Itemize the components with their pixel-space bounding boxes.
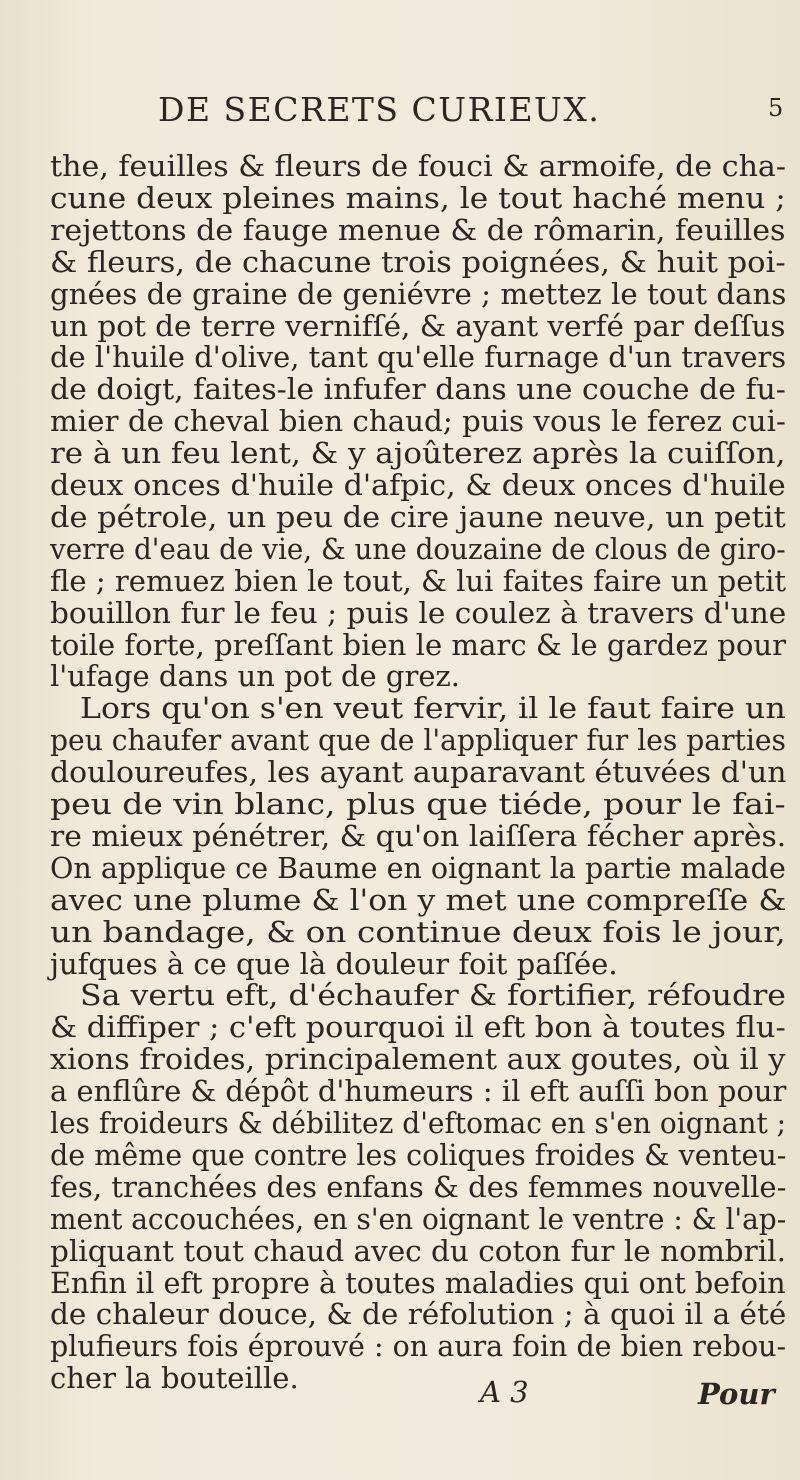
text-line: the, feuilles & fleurs de fouci & armoife, de cha-: [50, 149, 787, 183]
running-header: [140, 90, 800, 140]
text-line: deux onces d'huile d'afpic, & deux onces d'huile: [50, 468, 786, 502]
text-line: a enflûre & dépôt d'humeurs : il eft auſſi bon pour: [50, 1074, 787, 1109]
text-line: cher la bouteille.: [50, 1361, 299, 1396]
text-line: ment accouchées, en s'en oignant le ventre : & l'ap-: [50, 1201, 787, 1236]
text-line: fle ; remuez bien le tout, & lui faites faire un petit: [50, 563, 787, 598]
text-line: de chaleur douce, & de réfolution ; à quoi il a été: [50, 1297, 787, 1332]
text-line: re à un feu lent, & y ajoûterez après la cuiſſon,: [50, 436, 786, 471]
text-line: rejettons de fauge menue & de rômarin, feuilles: [50, 212, 786, 247]
running-title: DE SECRETS CURIEUX.: [158, 90, 601, 129]
text-line: un pot de terre vernifſé, & ayant verfé par deſſus: [50, 308, 786, 343]
text-line: avec une plume & l'on y met une compreſſe &: [50, 882, 787, 917]
text-line: gnées de graine de geniévre ; mettez le tout dans: [50, 276, 787, 311]
text-line: de même que contre les coliques froides & venteu-: [50, 1137, 787, 1172]
text-line: pliquant tout chaud avec du coton fur le nombril.: [50, 1233, 786, 1268]
text-line: Enfin il eft propre à toutes maladies qui ont befoin: [50, 1265, 786, 1300]
text-line: bouillon fur le feu ; puis le coulez à travers d'une: [50, 595, 787, 630]
catchword: Pour: [698, 1377, 775, 1411]
text-line: cune deux pleines mains, le tout haché menu ;: [50, 180, 786, 215]
text-line: fes, tranchées des enfans & des femmes nouvelle-: [50, 1169, 787, 1204]
text-line: xions froides, principalement aux goutes, où il y: [50, 1042, 786, 1077]
text-line: de l'huile d'olive, tant qu'elle furnage d'un travers: [50, 340, 787, 375]
signature-mark: A 3: [480, 1375, 529, 1409]
text-line: & diffiper ; c'eft pourquoi il eft bon à toutes flu-: [50, 1010, 786, 1045]
page-number: 5: [768, 94, 784, 122]
text-line: mier de cheval bien chaud; puis vous le ferez cui-: [50, 404, 786, 439]
text-line: Lors qu'on s'en veut fervir, il le faut faire un: [80, 691, 786, 726]
text-line: de pétrole, un peu de cire jaune neuve, un petit: [50, 499, 786, 534]
text-line: de doigt, faites-le infufer dans une couche de fu-: [50, 372, 786, 407]
text-line: douloureufes, les ayant auparavant étuvées d'un: [50, 755, 787, 790]
text-line: jufques à ce que là douleur foit paſſée.: [50, 946, 618, 981]
page-footer: [0, 1375, 800, 1415]
text-line: les froideurs & débilitez d'eftomac en s'en oignant ;: [50, 1106, 787, 1140]
text-line: On applique ce Baume en oignant la partie malade: [50, 850, 786, 885]
text-line: verre d'eau de vie, & une douzaine de clous de giro-: [50, 531, 786, 566]
text-line: l'ufage dans un pot de grez.: [50, 659, 461, 694]
text-line: peu chaufer avant que de l'appliquer fur les parties: [50, 723, 787, 758]
text-line: & fleurs, de chacune trois poignées, & huit poi-: [50, 244, 786, 279]
text-line: un bandage, & on continue deux fois le jour,: [50, 914, 786, 949]
text-line: toile forte, preſſant bien le marc & le gardez pour: [50, 627, 787, 662]
text-line: plufieurs fois éprouvé : on aura foin de bien rebou-: [50, 1329, 787, 1364]
text-line: re mieux pénétrer, & qu'on laiſſera fécher après.: [50, 818, 787, 853]
text-line: Sa vertu eft, d'échaufer & fortifier, réfoudre: [80, 978, 786, 1013]
text-line: peu de vin blanc, plus que tiéde, pour le fai-: [50, 787, 786, 821]
